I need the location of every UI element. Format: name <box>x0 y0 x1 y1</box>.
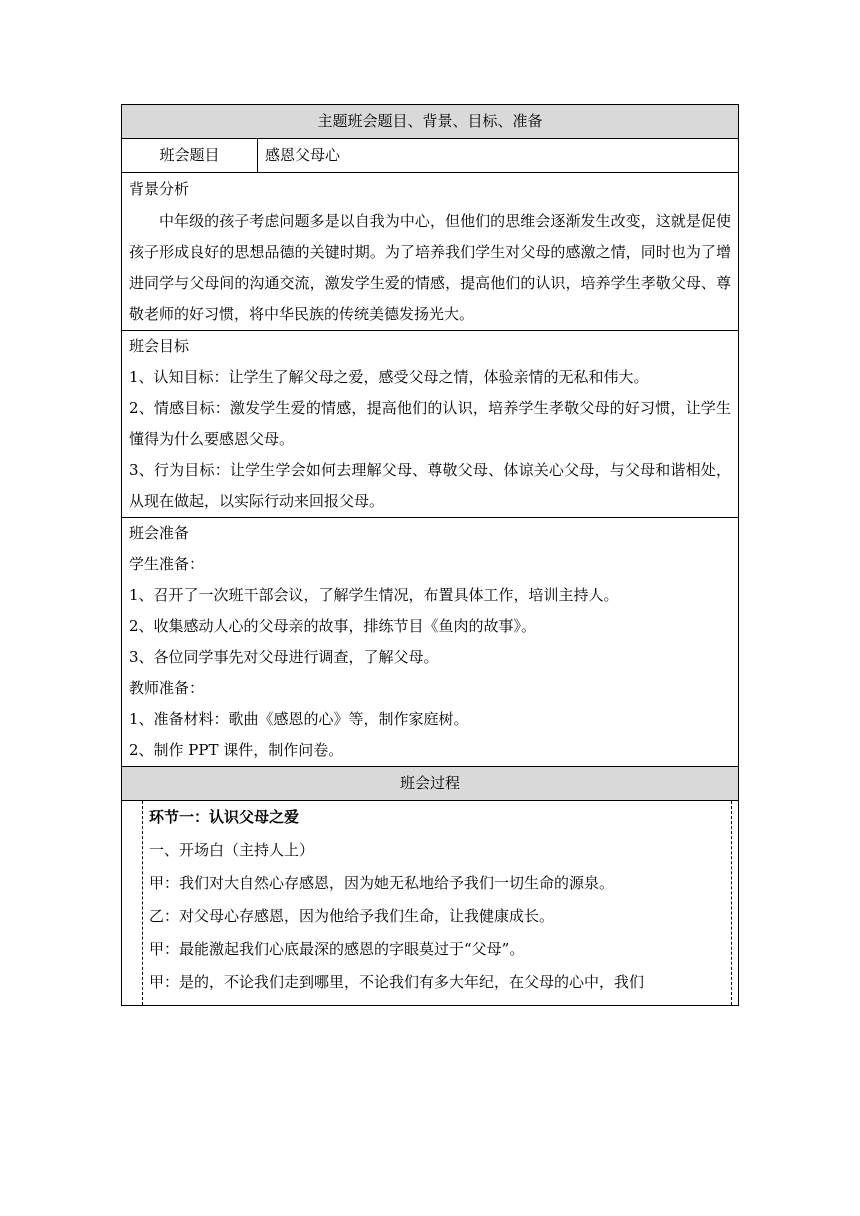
background-heading: 背景分析 <box>129 180 190 198</box>
teacher-prep-item: 2、制作 PPT 课件，制作问卷。 <box>129 741 344 759</box>
goals-section <box>122 331 739 518</box>
process-section-title: 环节一：认识父母之爱 <box>149 808 300 826</box>
process-line: 甲：最能激起我们心底最深的感恩的字眼莫过于“父母”。 <box>149 940 525 958</box>
student-prep-item: 2、收集感动人心的父母亲的故事，排练节目《鱼肉的故事》。 <box>129 617 537 635</box>
table-title: 主题班会题目、背景、目标、准备 <box>122 105 739 139</box>
goals-heading: 班会目标 <box>129 337 190 355</box>
goal-item: 1、认知目标：让学生了解父母之爱，感受父母之情，体验亲情的无私和伟大。 <box>129 368 649 386</box>
student-prep-item: 1、召开了一次班干部会议，了解学生情况，布置具体工作，培训主持人。 <box>129 586 619 604</box>
teacher-prep-heading: 教师准备： <box>129 679 205 697</box>
goal-item: 3、行为目标：让学生学会如何去理解父母、尊敬父母、体谅关心父母，与父母和谐相处，从现在做起，以实际行动来回报父母。 <box>129 461 731 510</box>
topic-label: 班会题目 <box>122 139 258 173</box>
teacher-prep-item: 1、准备材料：歌曲《感恩的心》等，制作家庭树。 <box>129 710 469 728</box>
process-section <box>122 801 739 1006</box>
student-prep-item: 3、各位同学事先对父母进行调查，了解父母。 <box>129 648 439 666</box>
background-section <box>122 173 739 331</box>
process-heading: 班会过程 <box>122 767 739 801</box>
preparation-heading: 班会准备 <box>129 524 190 542</box>
lesson-plan-table <box>121 104 739 1006</box>
background-text: 中年级的孩子考虑问题多是以自我为中心，但他们的思维会逐渐发生改变，这就是促使孩子形成良好的思想品德的关键时期。为了培养我们学生对父母的感激之情，同时也为了增进同学与父母间的沟通交流，激发学生爱的情感，提高他们的认识，培养学生孝敬父母、尊敬老师的好习惯，将中华民族的传统美德发扬光大。 <box>129 212 731 323</box>
process-line: 乙：对父母心存感恩，因为他给予我们生命，让我健康成长。 <box>149 907 555 925</box>
process-line: 一、开场白（主持人上） <box>149 841 315 859</box>
preparation-section <box>122 518 739 767</box>
topic-value: 感恩父母心 <box>258 139 739 173</box>
goal-item: 2、情感目标：激发学生爱的情感，提高他们的认识，培养学生孝敬父母的好习惯，让学生懂得为什么要感恩父母。 <box>129 399 731 448</box>
process-line: 甲：是的，不论我们走到哪里，不论我们有多大年纪，在父母的心中，我们 <box>149 973 645 991</box>
process-line: 甲：我们对大自然心存感恩，因为她无私地给予我们一切生命的源泉。 <box>149 874 615 892</box>
student-prep-heading: 学生准备： <box>129 555 205 573</box>
process-content <box>142 801 732 1005</box>
